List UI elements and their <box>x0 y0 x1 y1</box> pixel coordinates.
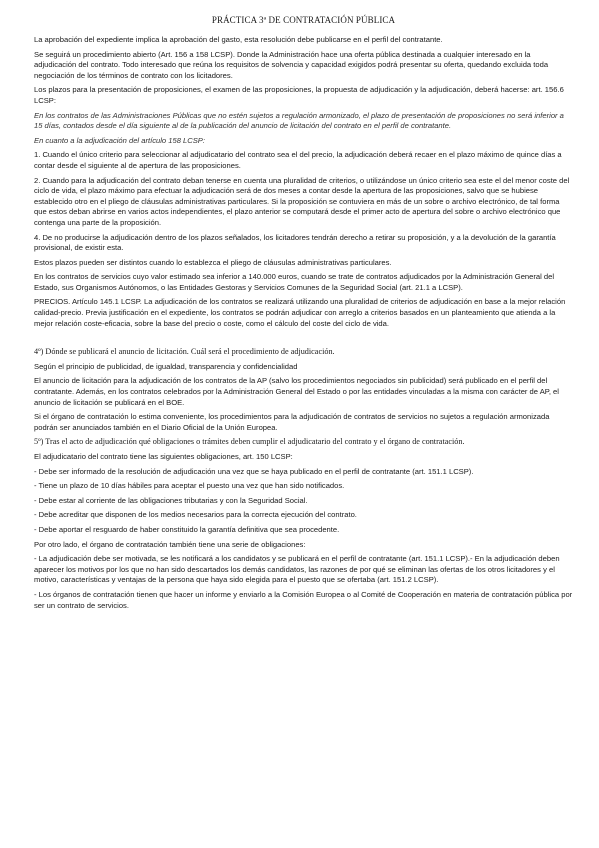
paragraph: Se seguirá un procedimiento abierto (Art. 156 a 158 LCSP). Donde la Administración hace una oferta pública destinada a cualquier interesado en la adjudicación del contrato. Todo interesado que reúna los requisitos de solvencia y capacidad exigidos podrá presentar su oferta, quedando excluida toda negociación de los términos de contrato con los licitadores. <box>34 49 549 80</box>
paragraph: 4. De no producirse la adjudicación dentro de los plazos señalados, los licitadores tendrán derecho a retirar su proposición, y a la devolución de la garantía provisional, de existir esta. <box>34 232 556 253</box>
paragraph-spacer <box>34 333 573 347</box>
paragraph: 2. Cuando para la adjudicación del contrato deban tenerse en cuenta una pluralidad de criterios, o utilizándose un único criterio sea este el del menor coste del ciclo de vida, el plazo máximo para efectuar la adjudicación será de dos meses a contar desde la apertura de las proposiciones, salvo que se hubiese establecido otro en el pliego de cláusulas administrativas particulares. Si la proposición se contuviera en más de un sobre o archivo electrónico, de tal forma que estos deban abrirse en varios actos independientes, el plazo anterior se computará desde el primer acto de apertura del sobre o archivo electrónico que contenga una parte de la proposición. <box>34 175 570 227</box>
paragraph: 1. Cuando el único criterio para seleccionar al adjudicatario del contrato sea el del precio, la adjudicación deberá recaer en el plazo máximo de quince días a contar desde el siguiente al de apertura de las proposiciones. <box>34 150 562 170</box>
paragraph: - Debe aportar el resguardo de haber constituido la garantía definitiva que sea procedente. <box>34 524 340 534</box>
paragraph: Si el órgano de contratación lo estima conveniente, los procedimientos para la adjudicación de contratos de servicios no sujetos a regulación armonizada podrán ser anunciados también en el Diario Oficial de la Unión Europea. <box>34 412 550 432</box>
paragraph: En cuanto a la adjudicación del artículo 158 LCSP: <box>34 135 205 145</box>
paragraph: - Debe estar al corriente de las obligaciones tributarias y con la Seguridad Social. <box>34 495 308 505</box>
paragraph: - Tiene un plazo de 10 días hábiles para aceptar el puesto una vez que han sido notificados. <box>34 481 345 491</box>
paragraph: En los contratos de servicios cuyo valor estimado sea inferior a 140.000 euros, cuando se trate de contratos adjudicados por la Administración General del Estado, sus Organismos Autónomos, o las Entidades Gestoras y Servicios Comunes de la Seguridad Social (art. 21.1 a LCSP). <box>34 272 555 292</box>
question-heading: 4º) Dónde se publicará el anuncio de licitación. Cuál será el procedimiento de adjudicación. <box>34 347 335 357</box>
paragraph: El adjudicatario del contrato tiene las siguientes obligaciones, art. 150 LCSP: <box>34 452 293 461</box>
paragraph: - Debe ser informado de la resolución de adjudicación una vez que se haya publicado en el perfil de contratante (art. 151.1 LCSP). <box>34 466 474 476</box>
paragraph: - Los órganos de contratación tienen que hacer un informe y enviarlo a la Comisión Europea o al Comité de Cooperación en materia de contratación pública por ser un contrato de servicios. <box>34 589 573 610</box>
question-heading: 5º) Tras el acto de adjudicación qué obligaciones o trámites deben cumplir el adjudicatario del contrato y el órgano de contratación. <box>34 437 465 447</box>
paragraph: Por otro lado, el órgano de contratación también tiene una serie de obligaciones: <box>34 539 306 549</box>
paragraph: Los plazos para la presentación de proposiciones, el examen de las proposiciones, la propuesta de adjudicación y la adjudicación, deberá hacerse: art. 156.6 LCSP: <box>34 85 564 105</box>
paragraph: Estos plazos pueden ser distintos cuando lo establezca el pliego de cláusulas administrativas particulares. <box>34 257 392 267</box>
paragraph: En los contratos de las Administraciones Públicas que no estén sujetos a regulación armonizado, el plazo de presentación de proposiciones no será inferior a 15 días, contados desde el día siguiente al de la publicación del anuncio de licitación del contrato en el perfil de contratante. <box>34 110 564 131</box>
paragraph: - La adjudicación debe ser motivada, se les notificará a los candidatos y se publicará en el perfil de contratante (art. 151.1 LCSP).- En la adjudicación deben aparecer los motivos por los que no han sido descartados los demás candidatos, las razones de por qué se eliminan las ofertas de los otros licitadores y el motivo, características y ventajas de la persona que haya sido elegida para el puesto que se ofertaba (art. 151.2 LCSP). <box>34 554 560 585</box>
document-body <box>34 35 573 611</box>
paragraph: PRECIOS. Artículo 145.1 LCSP. La adjudicación de los contratos se realizará utilizando una pluralidad de criterios de adjudicación en base a la mejor relación calidad-precio. Previa justificación en el expediente, los contratos se podrán adjudicar con arreglo a criterios basados en un planteamiento que atienda a la mejor relación coste-eficacia, sobre la base del precio o coste, como el cálculo del coste del ciclo de vida. <box>34 297 566 328</box>
paragraph: La aprobación del expediente implica la aprobación del gasto, esta resolución debe publicarse en el perfil del contratante. <box>34 35 443 44</box>
paragraph: - Debe acreditar que disponen de los medios necesarios para la correcta ejecución del contrato. <box>34 510 357 520</box>
paragraph: El anuncio de licitación para la adjudicación de los contratos de la AP (salvo los procedimientos negociados sin publicidad) será publicado en el perfil del contratante. Además, en los contratos celebrados por la Administración General del Estado o por las entidades vinculadas a la misma con carácter de AP, el anuncio de licitación se publicará en el BOE. <box>34 376 559 407</box>
paragraph: Según el principio de publicidad, de igualdad, transparencia y confidencialidad <box>34 361 298 371</box>
document-title: PRÁCTICA 3ª DE CONTRATACIÓN PÚBLICA <box>211 15 396 25</box>
